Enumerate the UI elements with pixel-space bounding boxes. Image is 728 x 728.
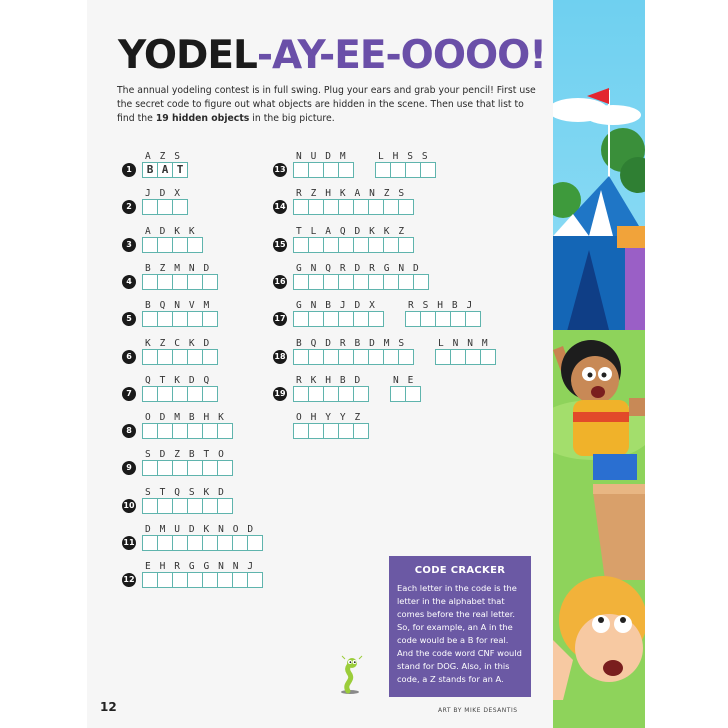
letter-box[interactable]: [157, 498, 173, 514]
page-title: [118, 32, 546, 80]
letter-box[interactable]: [338, 386, 354, 402]
letter-box[interactable]: [293, 423, 309, 439]
letter-box[interactable]: [353, 423, 369, 439]
puzzle-number: 6: [122, 350, 136, 364]
letter-box[interactable]: [217, 535, 233, 551]
letter-box[interactable]: [157, 535, 173, 551]
letter-box[interactable]: [450, 349, 466, 365]
letter-box[interactable]: [308, 237, 324, 253]
letter-box[interactable]: [323, 237, 339, 253]
letter-box[interactable]: [338, 199, 354, 215]
letter-box[interactable]: [172, 274, 188, 290]
answer-boxes: [142, 162, 187, 178]
letter-box[interactable]: [353, 386, 369, 402]
intro-text: The annual yodeling contest is in full swing. Plug your ears and grab your pencil! First use the secret code to figure out what objects are hidden in the scene. Then use that list to find the: [117, 85, 536, 124]
puzzle-number: 2: [122, 200, 136, 214]
letter-box[interactable]: [338, 274, 354, 290]
letter-box[interactable]: [480, 349, 496, 365]
letter-box[interactable]: [232, 535, 248, 551]
puzzle-number: 14: [273, 200, 287, 214]
letter-box[interactable]: [405, 386, 421, 402]
letter-box[interactable]: [323, 349, 339, 365]
letter-box[interactable]: [187, 386, 203, 402]
letter-box[interactable]: [308, 311, 324, 327]
letter-box[interactable]: [368, 311, 384, 327]
letter-box[interactable]: [308, 199, 324, 215]
letter-box[interactable]: [323, 162, 339, 178]
letter-box[interactable]: [142, 535, 158, 551]
answer-boxes: [142, 311, 217, 327]
illustration-panel: [553, 0, 645, 728]
letter-box[interactable]: [398, 199, 414, 215]
letter-box[interactable]: [187, 572, 203, 588]
letter-box[interactable]: [293, 162, 309, 178]
puzzle-number: 8: [122, 424, 136, 438]
code-word: BZMND: [145, 262, 219, 274]
code-word: LNNM: [438, 337, 497, 349]
code-word: DMUDKNOD: [145, 524, 262, 535]
art-credit: ART BY MIKE DESANTIS: [438, 707, 518, 714]
letter-box[interactable]: [202, 311, 218, 327]
letter-box[interactable]: [202, 423, 218, 439]
answer-boxes: [293, 349, 413, 365]
code-word: NUDM: [296, 151, 355, 162]
letter-box[interactable]: [353, 349, 369, 365]
letter-box[interactable]: [308, 162, 324, 178]
letter-box[interactable]: [338, 423, 354, 439]
code-word: RKHBD: [296, 374, 370, 386]
letter-box[interactable]: [172, 311, 188, 327]
intro-bold: 19 hidden objects: [155, 113, 250, 124]
letter-box[interactable]: [157, 237, 173, 253]
code-cracker-panel: [389, 556, 531, 697]
code-word: QTKDQ: [145, 374, 219, 386]
letter-box[interactable]: [368, 349, 384, 365]
answer-boxes: [293, 423, 368, 439]
code-word: RSHBJ: [408, 300, 482, 312]
letter-box[interactable]: [375, 162, 391, 178]
code-cracker-heading: CODE CRACKER: [414, 565, 506, 576]
letter-box[interactable]: [142, 274, 158, 290]
answer-boxes: [405, 311, 480, 327]
answer-boxes: [142, 498, 232, 514]
answer-boxes: [142, 274, 217, 290]
letter-box[interactable]: [293, 199, 309, 215]
letter-box[interactable]: [157, 311, 173, 327]
letter-box[interactable]: [293, 237, 309, 253]
letter-box[interactable]: [172, 498, 188, 514]
letter-box[interactable]: [187, 535, 203, 551]
code-word: ODMBHK: [145, 412, 233, 424]
booth-roof: [617, 226, 645, 248]
letter-box[interactable]: [247, 572, 263, 588]
letter-box[interactable]: [435, 311, 451, 327]
letter-box[interactable]: [398, 237, 414, 253]
answer-boxes: [142, 572, 262, 588]
letter-box[interactable]: [383, 199, 399, 215]
letter-box[interactable]: [338, 311, 354, 327]
letter-box[interactable]: [353, 199, 369, 215]
answer-boxes: [142, 349, 217, 365]
letter-box[interactable]: [435, 349, 451, 365]
bookworm-mascot-icon: [335, 655, 365, 695]
letter-box[interactable]: [353, 274, 369, 290]
letter-box[interactable]: [187, 349, 203, 365]
letter-box[interactable]: [142, 237, 158, 253]
letter-box[interactable]: [202, 498, 218, 514]
answer-boxes: [142, 423, 232, 439]
letter-box[interactable]: [465, 311, 481, 327]
letter-box[interactable]: [172, 423, 188, 439]
puzzle-number: 9: [122, 461, 136, 475]
letter-box[interactable]: [368, 274, 384, 290]
letter-box[interactable]: [405, 311, 421, 327]
letter-box[interactable]: [172, 199, 188, 215]
letter-box[interactable]: [172, 237, 188, 253]
letter-box[interactable]: [398, 274, 414, 290]
code-word: STQSKD: [145, 486, 233, 498]
letter-box[interactable]: [217, 498, 233, 514]
letter-box[interactable]: B: [142, 162, 158, 178]
letter-box[interactable]: [323, 274, 339, 290]
answer-boxes: [142, 237, 202, 253]
puzzle-number: 19: [273, 387, 287, 401]
letter-box[interactable]: [142, 349, 158, 365]
letter-box[interactable]: [323, 386, 339, 402]
letter-box[interactable]: [450, 311, 466, 327]
answer-boxes: [293, 199, 413, 215]
answer-boxes: [142, 535, 262, 551]
code-word: EHRGGNNJ: [145, 561, 262, 573]
letter-box[interactable]: [142, 498, 158, 514]
letter-box[interactable]: [142, 460, 158, 476]
letter-box[interactable]: [172, 460, 188, 476]
letter-box[interactable]: [157, 274, 173, 290]
answer-boxes: [293, 162, 353, 178]
letter-box[interactable]: [142, 572, 158, 588]
answer-boxes: [142, 460, 232, 476]
letter-box[interactable]: [353, 237, 369, 253]
code-word: BQNVM: [145, 300, 219, 312]
letter-box[interactable]: [413, 274, 429, 290]
letter-box[interactable]: [465, 349, 481, 365]
answer-boxes: [375, 162, 435, 178]
letter-box[interactable]: [247, 535, 263, 551]
letter-box[interactable]: [157, 349, 173, 365]
letter-box[interactable]: [187, 460, 203, 476]
code-word: GNQRDRGND: [296, 262, 428, 274]
code-word: SDZBTO: [145, 449, 233, 461]
letter-box[interactable]: [157, 572, 173, 588]
letter-box[interactable]: [308, 386, 324, 402]
puzzle-number: 16: [273, 275, 287, 289]
letter-box[interactable]: [308, 349, 324, 365]
letter-box[interactable]: [142, 423, 158, 439]
letter-box[interactable]: [323, 311, 339, 327]
letter-box[interactable]: [202, 274, 218, 290]
code-word: GNBJDX: [296, 300, 384, 312]
puzzle-number: 5: [122, 312, 136, 326]
answer-boxes: [293, 386, 368, 402]
letter-box[interactable]: [323, 423, 339, 439]
code-word: ADKK: [145, 225, 204, 237]
puzzle-number: 13: [273, 163, 287, 177]
letter-box[interactable]: [157, 386, 173, 402]
answer-boxes: [142, 386, 217, 402]
letter-box[interactable]: [217, 572, 233, 588]
code-word: OHYYZ: [296, 412, 370, 424]
code-word: BQDRBDMS: [296, 337, 413, 349]
puzzle-number: 15: [273, 238, 287, 252]
letter-box[interactable]: [157, 460, 173, 476]
letter-box[interactable]: [142, 311, 158, 327]
puzzle-number: 11: [122, 536, 136, 550]
letter-box[interactable]: [217, 460, 233, 476]
title-part-1: YODEL: [118, 33, 257, 78]
letter-box[interactable]: [157, 423, 173, 439]
letter-box[interactable]: [172, 535, 188, 551]
code-word: TLAQDKKZ: [296, 225, 413, 237]
puzzle-number: 1: [122, 163, 136, 177]
letter-box[interactable]: [232, 572, 248, 588]
letter-box[interactable]: [202, 349, 218, 365]
letter-box[interactable]: [405, 162, 421, 178]
letter-box[interactable]: [293, 311, 309, 327]
answer-boxes: [142, 199, 187, 215]
puzzle-number: 10: [122, 499, 136, 513]
code-word: JDX: [145, 188, 189, 200]
code-word: AZS: [145, 151, 189, 162]
letter-box[interactable]: [383, 274, 399, 290]
puzzle-number: 4: [122, 275, 136, 289]
code-word: LHSS: [378, 151, 437, 162]
letter-box[interactable]: [202, 535, 218, 551]
letter-box[interactable]: [398, 349, 414, 365]
code-word: NE: [393, 374, 423, 386]
letter-box[interactable]: [390, 386, 406, 402]
letter-box[interactable]: [420, 311, 436, 327]
puzzle-number: 17: [273, 312, 287, 326]
letter-box[interactable]: [353, 311, 369, 327]
letter-box[interactable]: [157, 199, 173, 215]
letter-box[interactable]: [293, 386, 309, 402]
letter-box[interactable]: [308, 274, 324, 290]
letter-box[interactable]: [172, 349, 188, 365]
intro-end: in the big picture.: [249, 113, 335, 124]
letter-box[interactable]: [383, 237, 399, 253]
letter-box[interactable]: [338, 237, 354, 253]
letter-box[interactable]: [187, 311, 203, 327]
puzzle-number: 3: [122, 238, 136, 252]
puzzle-number: 12: [122, 573, 136, 587]
letter-box[interactable]: [323, 199, 339, 215]
letter-box[interactable]: [172, 386, 188, 402]
answer-boxes: [293, 311, 383, 327]
page-number: 12: [100, 700, 117, 714]
letter-box[interactable]: [187, 423, 203, 439]
letter-box[interactable]: T: [172, 162, 188, 178]
code-cracker-body: Each letter in the code is the letter in the alphabet that comes before the real letter. So, for example, an A in the code would be a B for real. And the code word CNF would stand for DOG. Also, in this code, a Z stands for an A.: [397, 583, 522, 684]
puzzle-number: 7: [122, 387, 136, 401]
letter-box[interactable]: [383, 349, 399, 365]
letter-box[interactable]: [338, 162, 354, 178]
letter-box[interactable]: [187, 274, 203, 290]
answer-boxes: [390, 386, 420, 402]
letter-box[interactable]: [308, 423, 324, 439]
code-word: KZCKD: [145, 337, 219, 349]
intro-paragraph: [117, 84, 537, 126]
letter-box[interactable]: [293, 274, 309, 290]
letter-box[interactable]: [187, 498, 203, 514]
code-word: RZHKANZS: [296, 188, 413, 200]
answer-boxes: [435, 349, 495, 365]
letter-box[interactable]: A: [157, 162, 173, 178]
letter-box[interactable]: [202, 572, 218, 588]
letter-box[interactable]: [368, 199, 384, 215]
letter-box[interactable]: [293, 349, 309, 365]
letter-box[interactable]: [217, 423, 233, 439]
letter-box[interactable]: [142, 386, 158, 402]
letter-box[interactable]: [368, 237, 384, 253]
puzzle-number: 18: [273, 350, 287, 364]
letter-box[interactable]: [172, 572, 188, 588]
letter-box[interactable]: [420, 162, 436, 178]
letter-box[interactable]: [202, 460, 218, 476]
answer-boxes: [293, 274, 428, 290]
title-part-2: -AY-EE-OOOO!: [256, 33, 547, 78]
letter-box[interactable]: [338, 349, 354, 365]
letter-box[interactable]: [390, 162, 406, 178]
answer-boxes: [293, 237, 413, 253]
letter-box[interactable]: [142, 199, 158, 215]
letter-box[interactable]: [187, 237, 203, 253]
letter-box[interactable]: [202, 386, 218, 402]
